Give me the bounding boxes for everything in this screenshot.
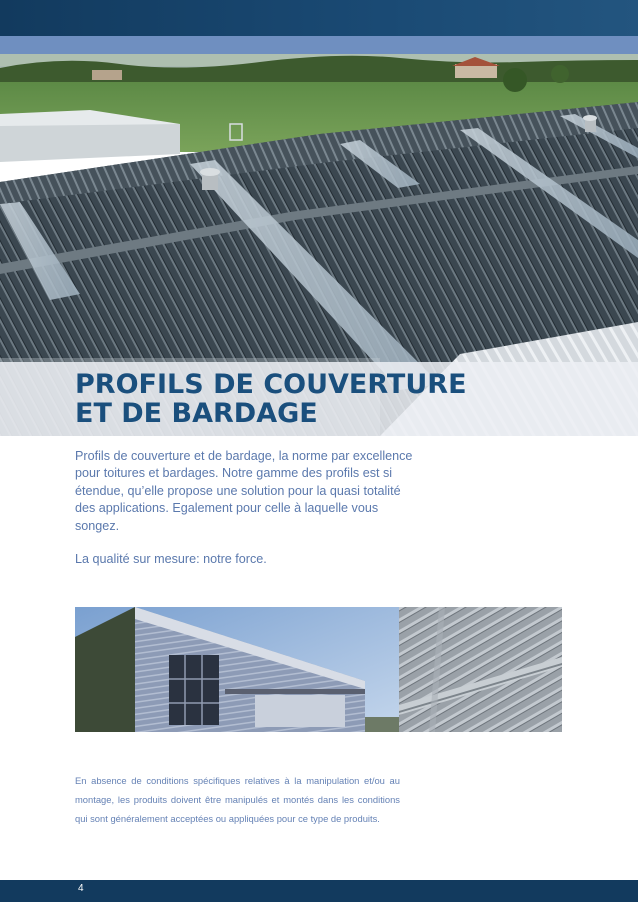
page-number: 4: [78, 883, 84, 894]
header-band: [0, 0, 638, 36]
intro-text: [75, 448, 415, 584]
title-box: [0, 362, 638, 436]
photo-building-facade: [75, 607, 399, 732]
photo-roof-underside: [399, 607, 562, 732]
footer-band: [0, 880, 638, 902]
page-title-line-1: PROFILS DE COUVERTURE: [75, 369, 467, 400]
intro-tagline: La qualité sur mesure: notre force.: [75, 552, 267, 567]
intro-paragraph: Profils de couverture et de bardage, la norme par excellence pour toitures et bardages. Notre gamme des profils est si étendue, qu’elle propose une solution pour la quasi totalité des applications. Egalement pour celle à laquelle vous songez.: [75, 449, 413, 533]
page-title-line-2: ET DE BARDAGE: [75, 398, 318, 429]
header-stripe: [0, 36, 638, 54]
handling-notice: En absence de conditions spécifiques relatives à la manipulation et/ou au montage, les produits doivent être manipulés et montés dans les conditions qui sont généralement acceptées ou appliquées pour ce type de produits.: [75, 775, 400, 824]
